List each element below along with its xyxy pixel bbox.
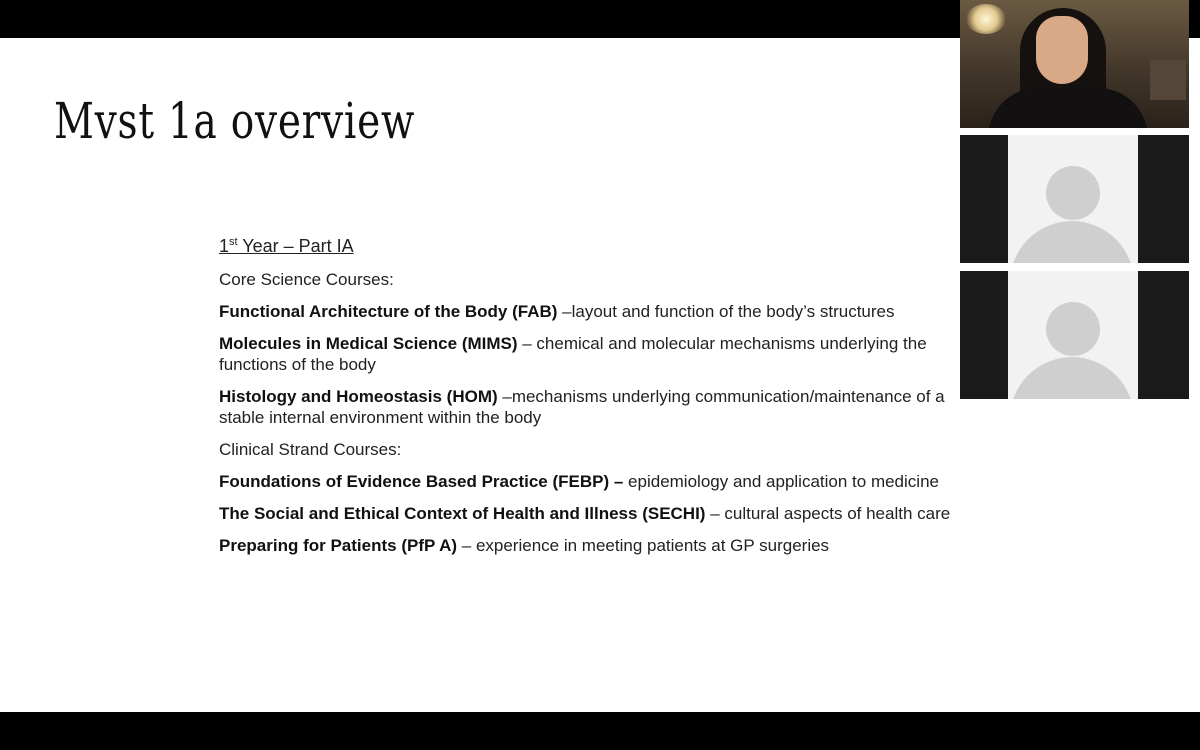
slide-content: [219, 236, 989, 567]
participant-video-tile[interactable]: [960, 0, 1189, 128]
background-shelf: [1150, 60, 1186, 100]
participant-tile[interactable]: [960, 271, 1189, 399]
course-description: – experience in meeting patients at GP surgeries: [457, 536, 830, 555]
course-description: epidemiology and application to medicine: [623, 472, 939, 491]
person-placeholder-body: [1010, 221, 1134, 263]
course-item: [219, 301, 989, 322]
slide-title: Mvst 1a overview: [54, 92, 416, 150]
year-heading: [219, 236, 989, 257]
course-name: Preparing for Patients (PfP A): [219, 536, 458, 555]
person-placeholder-body: [1010, 357, 1134, 399]
person-placeholder-icon: [1046, 166, 1100, 220]
course-description: – chemical and molecular mechanisms underlying the functions of the body: [219, 334, 927, 374]
course-item: [219, 535, 989, 556]
course-name: Histology and Homeostasis (HOM): [219, 387, 498, 406]
participant-tile[interactable]: [960, 135, 1189, 263]
course-item: [219, 471, 989, 492]
year-heading-number: 1: [219, 236, 230, 256]
course-name: Functional Architecture of the Body (FAB): [219, 302, 558, 321]
lamp-light: [966, 4, 1006, 34]
person-placeholder-icon: [1046, 302, 1100, 356]
clinical-courses-label: Clinical Strand Courses:: [219, 440, 402, 459]
participant-face: [1036, 16, 1088, 84]
course-item: [219, 503, 989, 524]
participant-body: [988, 88, 1148, 128]
course-description: –mechanisms underlying communication/maintenance of a stable internal environment within the body: [219, 387, 945, 427]
course-item: [219, 333, 989, 375]
course-description: – cultural aspects of health care: [705, 504, 951, 523]
course-description: –layout and function of the body’s structures: [557, 302, 895, 321]
core-courses-label: Core Science Courses:: [219, 270, 394, 289]
year-heading-suffix: st: [229, 236, 238, 248]
participant-gallery: [960, 0, 1189, 400]
course-name: Foundations of Evidence Based Practice (FEBP) –: [219, 472, 624, 491]
course-item: [219, 386, 989, 428]
course-name: The Social and Ethical Context of Health and Illness (SECHI): [219, 504, 706, 523]
avatar-placeholder: [1008, 135, 1138, 263]
avatar-placeholder: [1008, 271, 1138, 399]
year-heading-text: Year – Part IA: [237, 236, 354, 256]
course-name: Molecules in Medical Science (MIMS): [219, 334, 518, 353]
